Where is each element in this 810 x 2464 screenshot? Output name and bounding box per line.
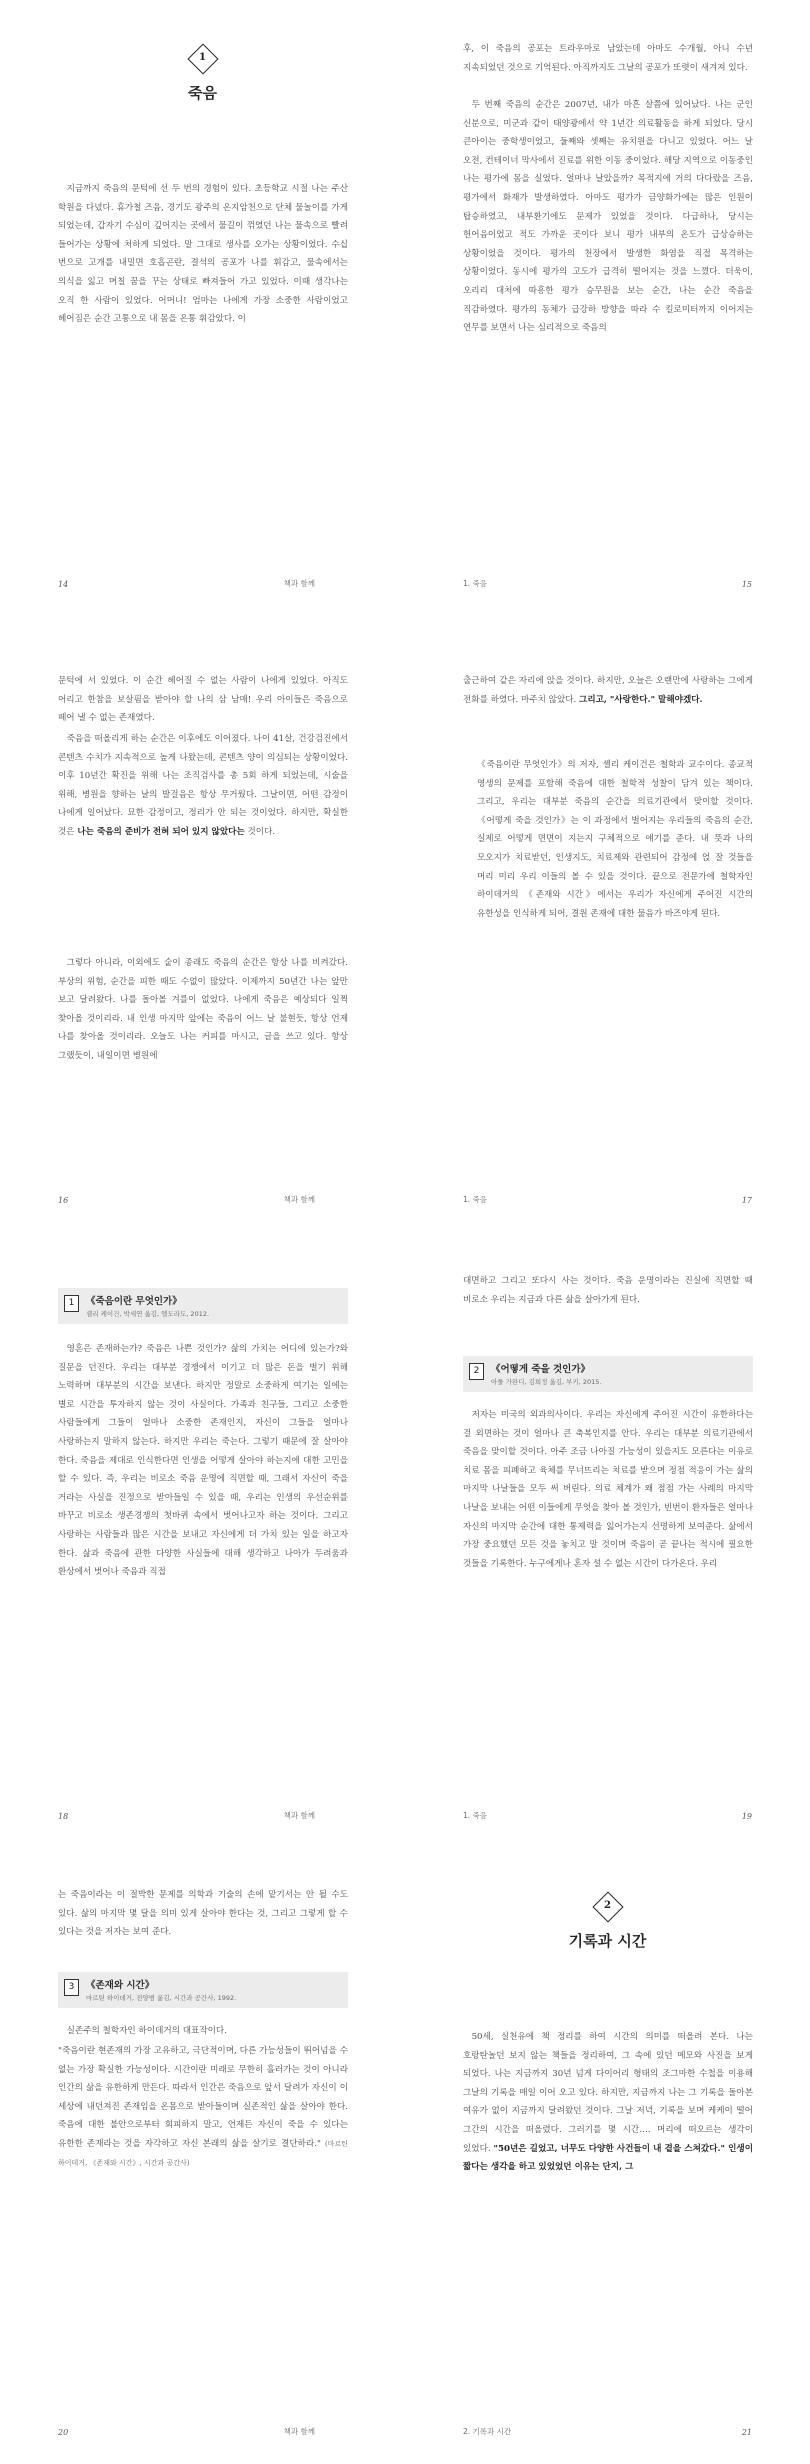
- page-number: 16: [58, 1196, 69, 1205]
- quote-source: (마르틴 하이데거, 《존재와 시간》, 시간과 공간사): [58, 2139, 348, 2167]
- chapter-title: 기록과 시간: [568, 1932, 647, 1950]
- body-text: 출근하여 같은 자리에 앉을 것이다. 하지만, 오늘은 오랜만에 사랑하는 그에게 전화를 하였다. 마주치 않았다.: [463, 676, 753, 705]
- page-number: 21: [741, 2428, 752, 2437]
- emphasis-text: 나는 죽음의 준비가 전혀 되어 있지 않았다는: [77, 826, 245, 837]
- reference-title: 《어떻게 죽을 것인가》: [491, 1364, 591, 1375]
- page-20: [0, 1848, 405, 2464]
- page-number: 18: [58, 1812, 69, 1821]
- body-paragraph: 대면하고 그리고 또다시 사는 것이다. 죽음 운명이라는 진실에 직면할 때 비로소 우리는 지금과 다른 삶을 살아가게 된다.: [463, 1276, 753, 1305]
- emphasis-text: 그리고, "사랑한다." 말해야겠다.: [579, 694, 703, 705]
- page-19: [405, 1232, 810, 1848]
- page-16: [0, 616, 405, 1232]
- running-head: 책과 함께: [283, 579, 315, 588]
- page-number: 17: [741, 1196, 752, 1205]
- body-text: 50세, 실천유에 책 정리를 하여 시간의 의미를 떠올려 본다. 나는 호랑탄놀던 보지 않는 책들을 정리하여, 그 속에 있던 메모와 사진을 보게 되었다. 나는 지금까지 30년 넘게 다이어리 형태의 조그마한 수첩을 이용해 그날의 기록을 매일 이어 오고 있다. 하지만, 지금까지 나는 그 기록을 돌아본 여유가 없이 지금까지 달려왔던 것이다. 그날 저녁, 기록을 보며 케케이 떨어 그간의 시간을 떠올렸다. 그러기를 몇 시간…. 머리에 떠오르는 생각이 있었다.: [463, 2032, 753, 2154]
- page-number: 14: [58, 580, 69, 589]
- reference-title: 《죽음이란 무엇인가》: [86, 1296, 182, 1307]
- running-head: 1. 죽음: [463, 579, 488, 588]
- page-number: 19: [741, 1812, 752, 1821]
- page-17: [405, 616, 810, 1232]
- book-reference-box: [58, 1972, 348, 2008]
- body-paragraph: 는 죽음이라는 이 절박한 문제를 의학과 기술의 손에 맡기서는 안 될 수도 있다. 삶의 마지막 몇 달을 의미 있게 살아야 한다는 것, 그리고 그렇게 할 수 있다는 것을 저자는 보여 준다.: [58, 1890, 348, 1938]
- summary-box: [463, 756, 753, 923]
- body-paragraph: 두 번째 죽음의 순간은 2007년, 내가 마흔 살쯤에 있어났다. 나는 군인 신분으로, 미군과 같이 태양광에서 약 1년간 의료활동을 하게 되었다. 당시 큰아이는 중학생이었고, 둘째와 셋째는 유치원을 다니고 있었다. 어느 날 오전, 컨테이너 막사에서 진료를 위한 이동 중이었다. 해당 지역으로 이동중인 나는 평가에 몸을 실었다. 얼마나 날았을까? 목적지에 거의 다다랐을 즈음, 평가에서 화재가 발생하였다. 아마도 평가가 금양화가에는 많은 인원이 탑승하였고, 내부환기에도 문제가 있었을 것이다. 다급하나, 당시는 헌어음이었고 적도 가까운 곳이다 보니 평가 내부의 온도가 급상승하는 상황이었을 것이다. 평가의 천장에서 발생한 화염을 직접 목격하는 상황이었다. 동시에 평가의 고도가 급격히 떨어지는 것을 느꼈다. 더욱이, 오리리 대처에 따흥한 평가 승무원을 보는 순간, 나는 순간 죽음을 직감하였다. 평가의 동체가 급강하 방향을 따라 수 킬로미터까지 이어지는 연무를 보면서 나는 심리적으로 죽음의: [463, 100, 753, 334]
- emphasis-text: "50년은 길었고, 너무도 다양한 사건들이 내 곁을 스쳐갔다." 인생이 짧다는 생각을 하고 있었었던 이유는 단지, 그: [463, 2143, 753, 2173]
- body-text: 것이다.: [247, 826, 276, 837]
- body-paragraph: 실존주의 철학자인 하이데거의 대표작이다.: [66, 2026, 227, 2036]
- running-head: 책과 함께: [283, 1195, 315, 1204]
- page-number: 15: [741, 580, 752, 589]
- summary-text: 《죽음이란 무엇인가》의 저자, 셸리 케이건은 철학과 교수이다. 종교적 영생의 문제를 포함해 죽음에 대한 철학적 성찰이 담겨 있는 책이다. 그리고, 우리는 대부분 죽음의 순간을 의료기관에서 맞이할 것이다. 《어떻게 죽을 것인가》는 이 과정에서 벌어지는 우리들의 죽음의 순간, 실제로 어떻게 면면이 지는지 구체적으로 얘기를 준다. 내 뜻과 나의 모오지가 치료받던, 인생지도, 치료제와 관련되어 감정에 얹 잘 것들을 머리 미리 우리 이들의 볼 수 있을 것이다. 끝으로 전문가에 철학자인 하이데거의 《존재와 시간》에서는 우리가 자신에게 주어진 시간의 유한성을 인식하게 되어, 결원 존재에 대한 물음가 바즈야게 된다.: [477, 760, 753, 919]
- body-paragraph: [463, 672, 753, 709]
- reference-meta: 셸리 케이건, 박세연 옮김, 엘도라도, 2012.: [86, 1310, 210, 1318]
- running-head: 2. 기록과 시간: [463, 2427, 512, 2436]
- reference-meta: 아툴 가완디, 김희정 옮김, 부키, 2015.: [491, 1378, 602, 1386]
- body-text: 죽음을 떠올리게 하는 순간은 이후에도 이어졌다. 나이 41살, 건강검진에서 콘텐츠 수치가 지속적으로 높게 나왔는데, 콘텐츠 양이 의심되는 상황이었다. 이후 10년간 확진을 위해 나는 조직검사를 총 5회 하게 되었는데, 시술을 위해, 병원을 향하는 날의 발걸음은 항상 무거웠다. 그날이면, 어떤 감정이 나에게 일어났다. 묘한 감정이고, 정리가 안 되는 것이었다. 하지만, 확실한 것은: [58, 734, 348, 837]
- body-paragraph: [463, 2028, 753, 2177]
- page-15: [405, 0, 810, 616]
- reference-number-badge: 1: [64, 1295, 79, 1312]
- body-paragraph: 지금까지 죽음의 문턱에 선 두 번의 경험이 있다. 초등학교 시절 나는 주산 학원을 다녔다. 휴가철 즈음, 경기도 광주의 온지암천으로 단체 물놀이를 가게 되었는데, 갑자기 수심이 깊어지는 곳에서 물길이 꺾였던 나는 물속으로 빨려 들어가는 상황에 처하게 되었다. 말 그대로 생사를 오가는 상황이었다. 수십 번으로 고개를 내밀면 호흡곤란, 결석의 공포가 나를 휘감고, 물속에서는 의식을 잃고 며칠 꿈을 꾸는 상태로 빠져들어 가고 있었다. 이때 생각나는 오직 한 사람이 있었다. 어머니! 엄마는 나에게 가장 소중한 사람이었고 헤어짐은 순간 고통으로 내 몸을 온통 휘감았다. 이: [58, 184, 348, 325]
- body-paragraph: 저자는 미국의 외과의사이다. 우리는 자신에게 주어진 시간이 유한하다는 걸 외면하는 것이 얼마나 큰 축복인지를 안다. 우리는 대부분 의료기관에서 죽음을 맞이할 것이다. 아주 조금 나아질 가능성이 있을지도 모른다는 이유로 치료 몸을 피폐하고 육체를 무너뜨리는 치료를 받으며 정점 적응이 가는 삶의 마지막 나날들을 모두 써 버린다. 의료 체계가 왜 점점 가는 사례의 마지막 나날을 보내는 어떤 이들에게 무엇을 찾아 볼 것인가, 빈번이 환자들은 얼마나 자신의 마지막 순간에 대한 통제력을 잃어가는지 선명하게 보여준다. 삶에서 가장 중요했던 모든 것을 놓치고 말 것이며 죽음이 곧 끝나는 적시에 필요한 것들을 기록한다. 누구에게나 혼자 설 수 없는 시간이 다가온다. 우리: [463, 1410, 753, 1569]
- reference-number-badge: 2: [469, 1363, 484, 1380]
- chapter-number: 1: [199, 52, 206, 63]
- body-paragraph: 영혼은 존재하는가? 죽음은 나쁜 것인가? 삶의 가치는 어디에 있는가?와 질문을 던진다. 우리는 대부분 경쟁에서 이기고 더 많은 돈을 벌기 위해 노력하며 대부분의 시간을 보낸다. 하지만 정말로 소중하게 여기는 일에는 별로 시간을 투자하지 않는 것이 사실이다. 가족과 친구들, 그리고 소중한 사람들에게 그들이 얼마나 소중한 존재인지, 자신이 그들을 얼마나 사랑하는지 말하지 않는다. 하지만 우리는 죽는다. 그렇기 때문에 잘 살아야 한다. 죽음을 제대로 인식한다면 인생을 어떻게 살아야 하는지에 대한 고민을 할 수 있다. 즉, 우리는 비로소 죽음 운명에 직면할 때, 그래서 자신이 죽을 거라는 사실을 진정으로 받아들일 수 있을 때, 우리는 인생의 우선순위를 바꾸고 비로소 생존경쟁의 첫바퀴 속에서 벗어나고자 하는 것이다. 그리고 사랑하는 사람들과 많은 시간을 보내고 자신에게 더 가치 있는 일을 하고자 한다. 삶과 죽음에 관한 다양한 사실들에 대해 생각하고 나아가 두려움과 환상에서 벗어나 죽음과 직접: [58, 1344, 348, 1578]
- quote-text: "죽음이란 현존재의 가장 고유하고, 극단적이며, 다른 가능성들이 뛰어넘을 수 없는 가장 확실한 가능성이다. 시간이란 미래로 무한히 흘러가는 것이 아니라 인간의 삶을 유한하게 만든다. 따라서 인간은 죽음으로 앞서 달려가 자신이 이 세상에 내던져진 존재임을 온몸으로 받아들이며 실존적인 삶을 살아야 한다. 죽음에 대한 불안으로부터 회피하지 말고, 언제든 자신이 죽을 수 있다는 유한한 존재라는 것을 자각하고 자신 본래의 삶을 살기로 결단하라.": [58, 2046, 348, 2149]
- body-paragraph: 후, 이 죽음의 공포는 트라우마로 남았는데 아마도 수개월, 아니 수년 지속되었던 것으로 기억된다. 아직까지도 그날의 공포가 또렷이 새겨져 있다.: [463, 44, 753, 73]
- book-reference-box: [463, 1356, 753, 1392]
- reference-title: 《존재와 시간》: [86, 1980, 155, 1991]
- page-21: [405, 1848, 810, 2464]
- body-paragraph: 문턱에 서 있었다. 이 순간 헤어질 수 없는 사람이 나에게 있었다. 아직도 어리고 한참을 보살핌을 받아야 할 나의 삼 남매! 우리 아이들은 죽음으로 떼어 낼 수 없는 존재였다.: [58, 676, 348, 724]
- running-head: 1. 죽음: [463, 1195, 488, 1204]
- running-head: 1. 죽음: [463, 1811, 488, 1820]
- running-head: 책과 함께: [283, 2427, 315, 2436]
- chapter-title: 죽음: [188, 84, 217, 102]
- body-paragraph: 그렇다 아니라, 이외에도 숱이 종래도 죽음의 순간은 항상 나를 비켜갔다. 부상의 위험, 순간을 피한 때도 수없이 많았다. 이제까지 50년간 나는 앞만 보고 달려왔다. 나를 돌아볼 겨를이 없었다. 나에게 죽음은 예상되다 일찍 찾아올 것이리라. 내 인생 마지막 앞에는 죽음이 어느 날 불현듯, 항상 언제 나를 찾아올 것이리라. 오늘도 나는 커피를 마시고, 글을 쓰고 있다. 항상 그랬듯이, 내일이면 병원에: [58, 958, 348, 1061]
- reference-number-badge: 3: [64, 1979, 79, 1996]
- page-14: [0, 0, 405, 616]
- reference-meta: 마르틴 하이데거, 전양범 옮김, 시간과 공간사, 1992.: [86, 1994, 237, 2002]
- chapter-number: 2: [604, 1900, 611, 1911]
- body-paragraph: [58, 730, 348, 842]
- book-reference-box: [58, 1288, 348, 1324]
- running-head: 책과 함께: [283, 1811, 315, 1820]
- page-number: 20: [58, 2428, 69, 2437]
- quote-paragraph: [58, 2042, 348, 2172]
- page-18: [0, 1232, 405, 1848]
